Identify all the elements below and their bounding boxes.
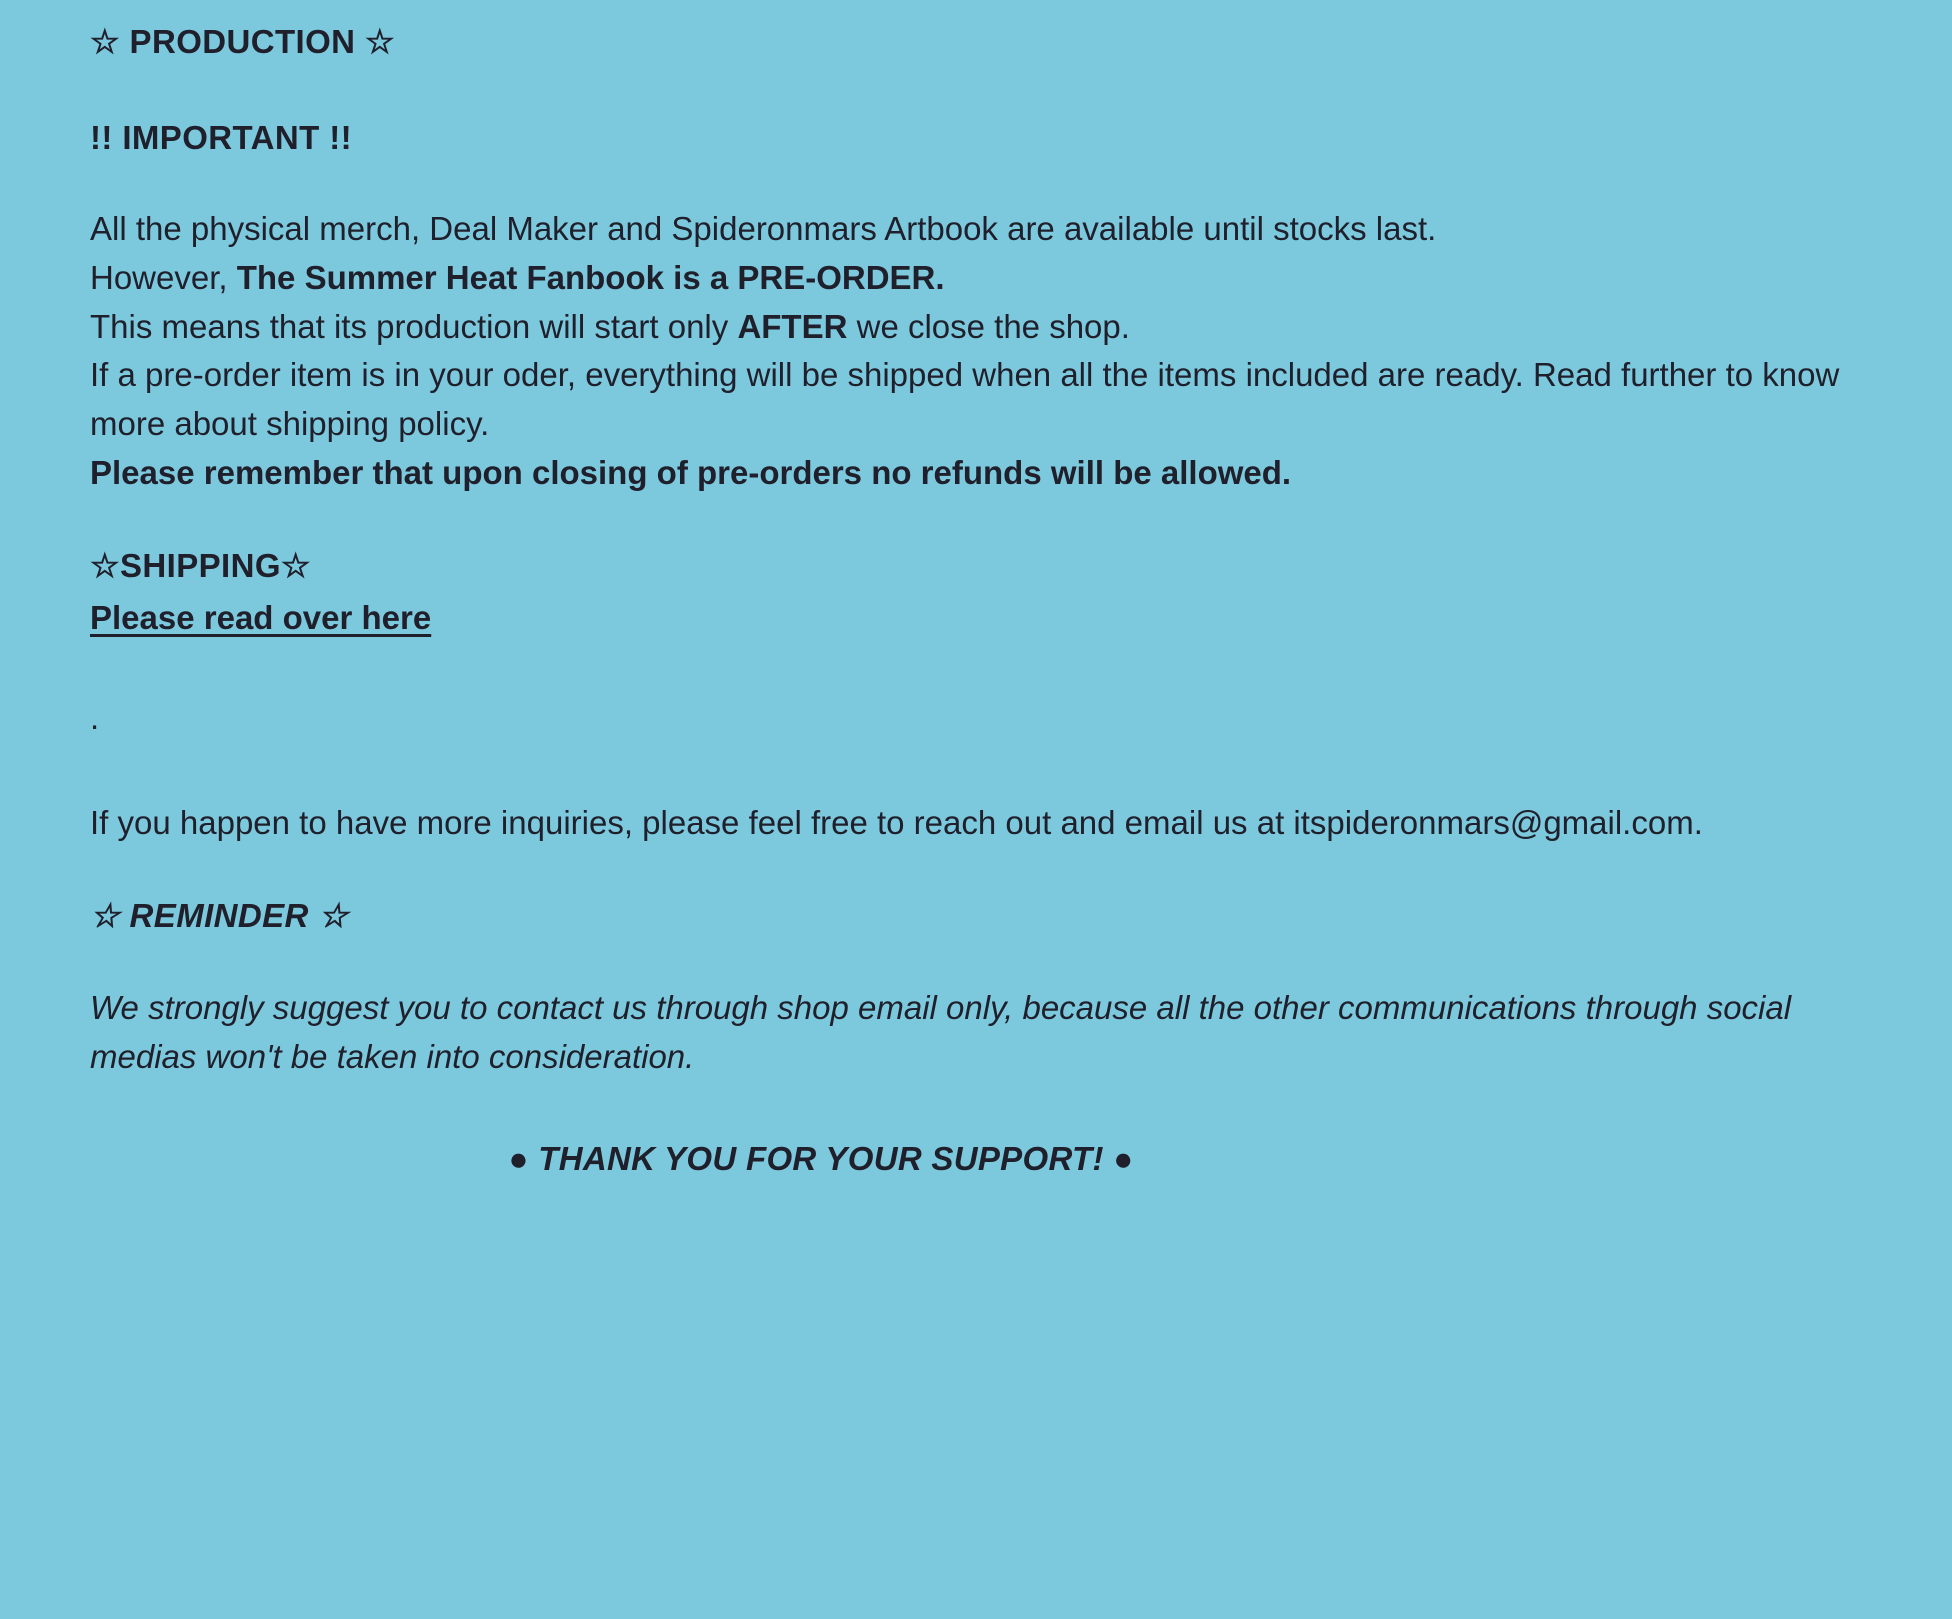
after-bold: AFTER bbox=[737, 307, 848, 345]
production-start-suffix: we close the shop. bbox=[847, 307, 1130, 345]
production-heading: ☆ PRODUCTION ☆ bbox=[90, 23, 395, 60]
preorder-bold: The Summer Heat Fanbook is a PRE-ORDER. bbox=[236, 258, 945, 296]
shipping-note-sentence: If a pre-order item is in your oder, everything will be shipped when all the items included are ready. Read further to know more about shipping policy. bbox=[90, 356, 1840, 443]
important-heading: !! IMPORTANT !! bbox=[90, 119, 352, 156]
spacer bbox=[90, 61, 1872, 119]
shipping-heading: ☆SHIPPING☆ bbox=[90, 546, 311, 584]
spacer bbox=[90, 741, 1872, 799]
no-refunds-bold: Please remember that upon closing of pre-orders no refunds will be allowed. bbox=[90, 454, 1292, 492]
production-start-prefix: This means that its production will start only bbox=[90, 307, 738, 345]
inquiries-paragraph: If you happen to have more inquiries, please feel free to reach out and email us at itspideronmars@gmail.com. bbox=[90, 804, 1703, 842]
shipping-policy-link[interactable]: Please read over here bbox=[90, 598, 432, 636]
spacer bbox=[90, 935, 1872, 983]
reminder-paragraph: We strongly suggest you to contact us through shop email only, because all the other communications through social medias won't be taken into consideration. bbox=[90, 988, 1792, 1076]
however-prefix: However, bbox=[90, 258, 237, 296]
spacer bbox=[90, 848, 1872, 896]
dot-line: . bbox=[90, 698, 100, 736]
stocks-sentence: All the physical merch, Deal Maker and Spideronmars Artbook are available until stocks last. bbox=[90, 210, 1437, 247]
spacer bbox=[90, 637, 1872, 695]
thank-you-line: ● THANK YOU FOR YOUR SUPPORT! ● bbox=[508, 1139, 1134, 1177]
spacer bbox=[90, 1082, 1872, 1140]
reminder-heading: ☆ REMINDER ☆ bbox=[90, 896, 349, 934]
spacer bbox=[90, 585, 1872, 599]
production-paragraph bbox=[90, 205, 1872, 498]
spacer bbox=[90, 157, 1872, 205]
spacer bbox=[90, 498, 1872, 546]
